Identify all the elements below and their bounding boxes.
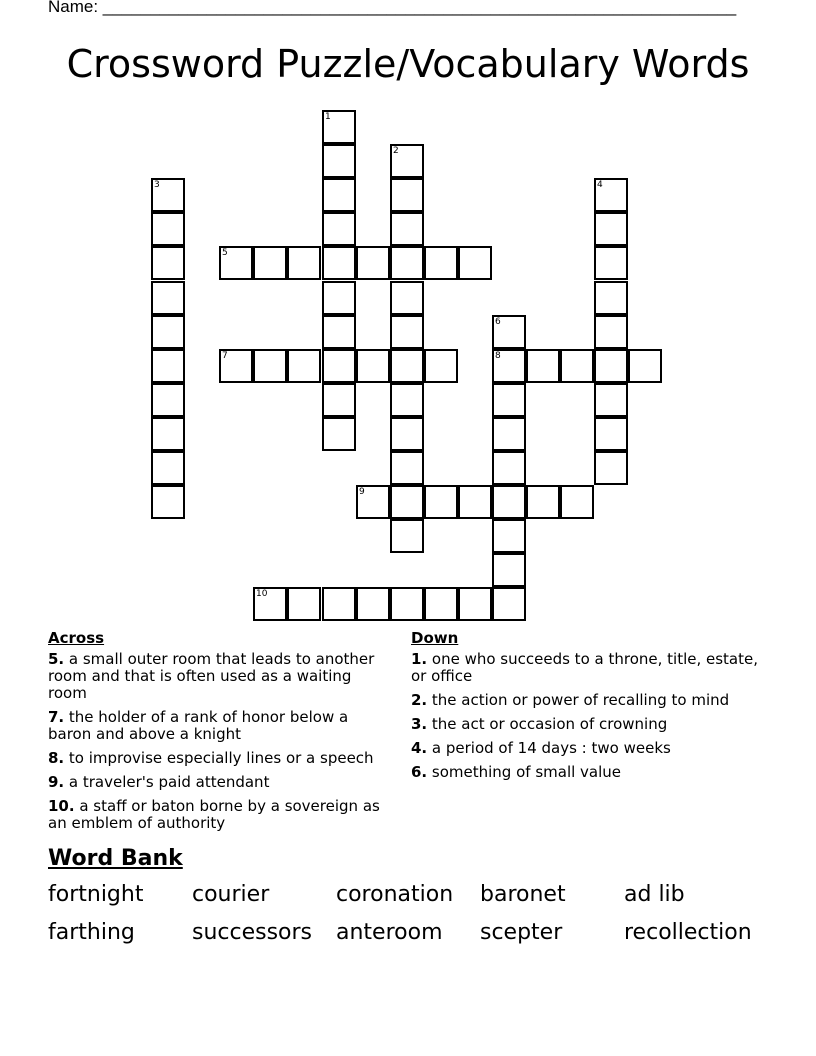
grid-cell[interactable] xyxy=(356,349,390,383)
clue-down-3: 3. the act or occasion of crowning xyxy=(411,715,668,733)
grid-cell[interactable] xyxy=(390,178,424,212)
grid-cell[interactable] xyxy=(151,451,185,485)
clue-number: 4 xyxy=(597,180,603,190)
word-bank-title: Word Bank xyxy=(48,846,183,871)
grid-cell[interactable] xyxy=(424,587,458,621)
clue-down-4: 4. a period of 14 days : two weeks xyxy=(411,739,671,757)
grid-cell[interactable] xyxy=(492,519,526,553)
word-bank-item: farthing xyxy=(48,920,135,945)
grid-cell[interactable] xyxy=(594,451,628,485)
clue-down-6: 6. something of small value xyxy=(411,763,622,781)
grid-cell[interactable] xyxy=(628,349,662,383)
clue-number: 8 xyxy=(495,351,501,361)
grid-cell[interactable] xyxy=(390,246,424,280)
grid-cell[interactable] xyxy=(594,383,628,417)
grid-cell[interactable] xyxy=(219,246,253,280)
grid-cell[interactable] xyxy=(151,246,185,280)
grid-cell[interactable] xyxy=(253,246,287,280)
grid-cell[interactable] xyxy=(356,246,390,280)
grid-cell[interactable] xyxy=(492,417,526,451)
grid-cell[interactable] xyxy=(253,349,287,383)
grid-cell[interactable] xyxy=(560,349,594,383)
clue-number: 1 xyxy=(325,112,331,122)
grid-cell[interactable] xyxy=(594,212,628,246)
grid-cell[interactable] xyxy=(253,587,287,621)
clue-across-5: 5. a small outer room that leads to another room and that is often used as a waiting room xyxy=(48,650,375,702)
name-field-label: Name: ___________________________________________________________________ xyxy=(48,0,737,16)
grid-cell[interactable] xyxy=(458,485,492,519)
word-bank-item: scepter xyxy=(480,920,563,945)
grid-cell[interactable] xyxy=(424,485,458,519)
grid-cell[interactable] xyxy=(594,178,628,212)
across-heading: Across xyxy=(48,629,105,647)
clue-number: 3 xyxy=(154,180,160,190)
grid-cell[interactable] xyxy=(151,315,185,349)
grid-cell[interactable] xyxy=(390,417,424,451)
grid-cell[interactable] xyxy=(390,485,424,519)
grid-cell[interactable] xyxy=(390,451,424,485)
grid-cell[interactable] xyxy=(151,349,185,383)
grid-cell[interactable] xyxy=(492,485,526,519)
word-bank-item: anteroom xyxy=(336,920,443,945)
clue-number: 7 xyxy=(222,351,228,361)
grid-cell[interactable] xyxy=(151,281,185,315)
grid-cell[interactable] xyxy=(594,281,628,315)
grid-cell[interactable] xyxy=(458,587,492,621)
word-bank-item: ad lib xyxy=(624,882,685,907)
word-bank-item: baronet xyxy=(480,882,566,907)
grid-cell[interactable] xyxy=(322,144,356,178)
grid-cell[interactable] xyxy=(322,417,356,451)
grid-cell[interactable] xyxy=(492,451,526,485)
clue-down-2: 2. the action or power of recalling to mind xyxy=(411,691,730,709)
clue-across-8: 8. to improvise especially lines or a speech xyxy=(48,749,374,767)
grid-cell[interactable] xyxy=(322,315,356,349)
page-title: Crossword Puzzle/Vocabulary Words xyxy=(66,42,750,86)
grid-cell[interactable] xyxy=(390,144,424,178)
grid-cell[interactable] xyxy=(322,212,356,246)
clue-number: 2 xyxy=(393,146,399,156)
down-heading: Down xyxy=(411,629,459,647)
grid-cell[interactable] xyxy=(526,485,560,519)
grid-cell[interactable] xyxy=(322,349,356,383)
grid-cell[interactable] xyxy=(322,110,356,144)
grid-cell[interactable] xyxy=(492,383,526,417)
grid-cell[interactable] xyxy=(356,587,390,621)
grid-cell[interactable] xyxy=(492,315,526,349)
grid-cell[interactable] xyxy=(492,553,526,587)
grid-cell[interactable] xyxy=(594,246,628,280)
grid-cell[interactable] xyxy=(390,587,424,621)
clue-across-10: 10. a staff or baton borne by a sovereign as an emblem of authority xyxy=(48,797,380,832)
clue-across-7: 7. the holder of a rank of honor below a baron and above a knight xyxy=(48,708,349,743)
word-bank-item: fortnight xyxy=(48,882,144,907)
word-bank-item: recollection xyxy=(624,920,752,945)
grid-cell[interactable] xyxy=(424,246,458,280)
grid-cell[interactable] xyxy=(322,281,356,315)
grid-cell[interactable] xyxy=(390,212,424,246)
grid-cell[interactable] xyxy=(594,417,628,451)
grid-cell[interactable] xyxy=(390,519,424,553)
across-clues xyxy=(48,630,394,839)
grid-cell[interactable] xyxy=(526,349,560,383)
grid-cell[interactable] xyxy=(151,417,185,451)
down-clues xyxy=(411,630,771,788)
grid-cell[interactable] xyxy=(287,246,321,280)
grid-cell[interactable] xyxy=(322,178,356,212)
grid-cell[interactable] xyxy=(151,383,185,417)
grid-cell[interactable] xyxy=(151,178,185,212)
grid-cell[interactable] xyxy=(287,587,321,621)
clue-number: 5 xyxy=(222,248,228,258)
grid-cell[interactable] xyxy=(287,349,321,383)
grid-cell[interactable] xyxy=(424,349,458,383)
grid-cell[interactable] xyxy=(390,349,424,383)
grid-cell[interactable] xyxy=(390,383,424,417)
clue-number: 10 xyxy=(256,589,268,599)
grid-cell[interactable] xyxy=(322,246,356,280)
grid-cell[interactable] xyxy=(560,485,594,519)
grid-cell[interactable] xyxy=(492,587,526,621)
word-bank-item: successors xyxy=(192,920,313,945)
grid-cell[interactable] xyxy=(356,485,390,519)
clue-down-1: 1. one who succeeds to a throne, title, estate, or office xyxy=(411,650,759,685)
grid-cell[interactable] xyxy=(594,349,628,383)
grid-cell[interactable] xyxy=(492,349,526,383)
grid-cell[interactable] xyxy=(458,246,492,280)
grid-cell[interactable] xyxy=(151,485,185,519)
grid-cell[interactable] xyxy=(390,281,424,315)
grid-cell[interactable] xyxy=(322,587,356,621)
grid-cell[interactable] xyxy=(322,383,356,417)
grid-cell[interactable] xyxy=(219,349,253,383)
clue-number: 9 xyxy=(359,487,365,497)
clue-across-9: 9. a traveler's paid attendant xyxy=(48,773,270,791)
grid-cell[interactable] xyxy=(594,315,628,349)
word-bank-item: coronation xyxy=(336,882,454,907)
grid-cell[interactable] xyxy=(390,315,424,349)
word-bank-item: courier xyxy=(192,882,270,907)
clue-number: 6 xyxy=(495,317,501,327)
grid-cell[interactable] xyxy=(151,212,185,246)
